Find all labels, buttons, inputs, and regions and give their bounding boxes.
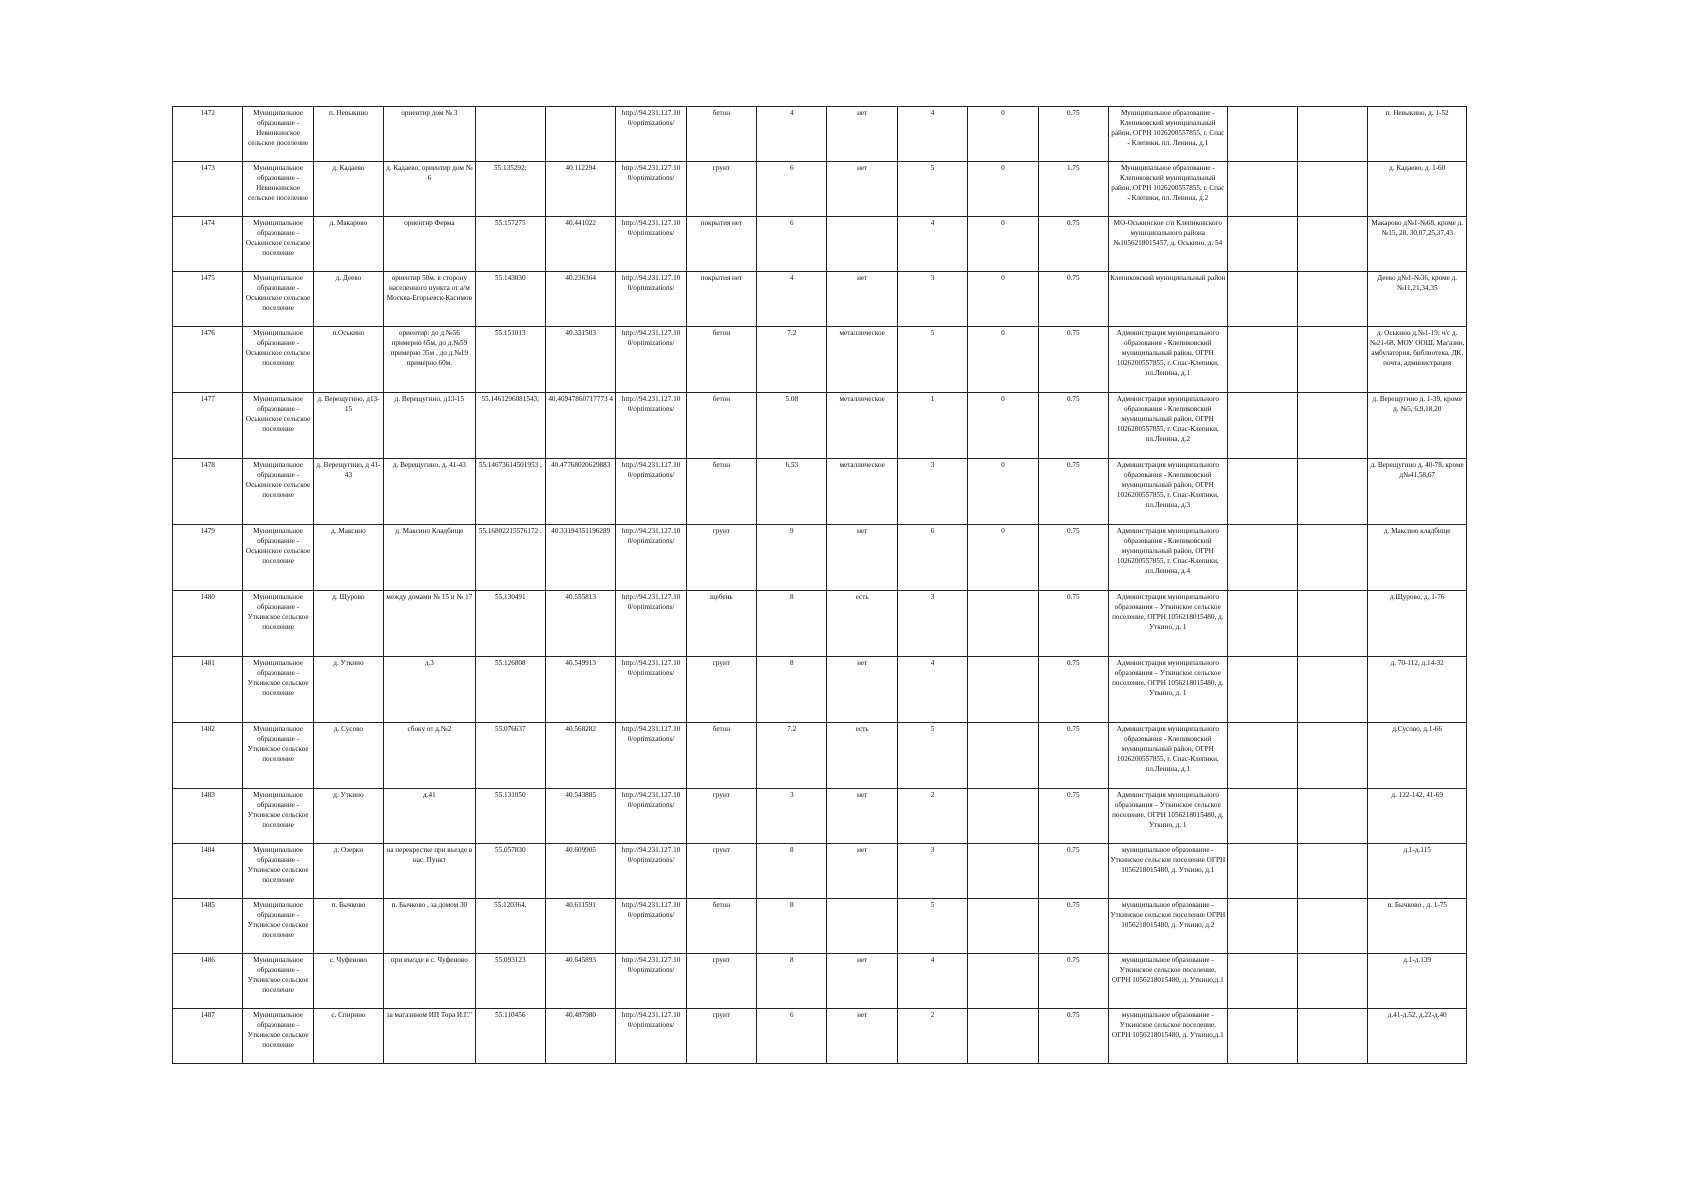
containers-cell: 2 [897, 1009, 967, 1064]
fence-cell: есть [827, 591, 897, 657]
area-cell: 3 [757, 789, 827, 844]
area-cell: 4 [757, 107, 827, 162]
latitude-cell: 55,130491 [475, 591, 545, 657]
owner-cell: Администрация муниципального образования - Клепиковский муниципальный район, ОГРН 1026200557855, г. Спас-Клепики, пл.Ленина, д.3 [1108, 459, 1227, 525]
containers-cell: 5 [897, 723, 967, 789]
empty-cell [1227, 789, 1297, 844]
longitude-cell: 40.549913 [545, 657, 615, 723]
table-row [173, 525, 1467, 591]
volume-cell: 0.75 [1038, 459, 1108, 525]
address-cell: сбоку от д.№2 [384, 723, 475, 789]
empty-cell [1298, 1009, 1368, 1064]
row-number-cell: 1480 [173, 591, 243, 657]
volume-cell: 0.75 [1038, 723, 1108, 789]
volume-cell: 0.75 [1038, 789, 1108, 844]
link-cell: http://94.231.127.10 0/optimizations/ [616, 107, 686, 162]
longitude-cell [545, 107, 615, 162]
empty-cell [1298, 844, 1368, 899]
row-number-cell: 1482 [173, 723, 243, 789]
row-number-cell: 1475 [173, 272, 243, 327]
longitude-cell: 40.568282 [545, 723, 615, 789]
empty-cell [1298, 327, 1368, 393]
bunkers-cell: 0 [968, 525, 1038, 591]
bunkers-cell: 0 [968, 272, 1038, 327]
address-cell: между домами № 15 и № 17 [384, 591, 475, 657]
bunkers-cell: 0 [968, 162, 1038, 217]
empty-cell [1298, 162, 1368, 217]
settlement-cell: д. Уткино [313, 657, 383, 723]
sources-cell: д. Оськино д.№1-19, ч/с д.№21-68, МОУ ООШ, Магазин, амбулатория, библиотека, ДК, почта, администрация [1368, 327, 1467, 393]
surface-cell: грунт [686, 162, 756, 217]
containers-cell: 3 [897, 591, 967, 657]
fence-cell: нет [827, 1009, 897, 1064]
municipality-cell: Муниципальное образование - Оськинское сельское поселение [243, 459, 313, 525]
latitude-cell: 55.076637 [475, 723, 545, 789]
table-row [173, 723, 1467, 789]
area-cell: 5.08 [757, 393, 827, 459]
address-cell: д. Максино Кладбище [384, 525, 475, 591]
municipality-cell: Муниципальное образование - Уткинское сельское поселение [243, 591, 313, 657]
settlement-cell: с. Чуфеново [313, 954, 383, 1009]
surface-cell: щебень [686, 591, 756, 657]
fence-cell: металлическое [827, 327, 897, 393]
sources-cell: Деево д№1-№36, кроме д.№11,21,34,35 [1368, 272, 1467, 327]
fence-cell: нет [827, 272, 897, 327]
row-number-cell: 1487 [173, 1009, 243, 1064]
link-cell: http://94.231.127.10 0/optimizations/ [616, 162, 686, 217]
volume-cell: 0.75 [1038, 844, 1108, 899]
bunkers-cell [968, 1009, 1038, 1064]
latitude-cell: 55.126808 [475, 657, 545, 723]
link-cell: http://94.231.127.10 0/optimizations/ [616, 591, 686, 657]
row-number-cell: 1474 [173, 217, 243, 272]
containers-cell: 1 [897, 393, 967, 459]
surface-cell: бетон [686, 459, 756, 525]
latitude-cell: 55.120364, [475, 899, 545, 954]
bunkers-cell [968, 954, 1038, 1009]
containers-cell: 3 [897, 844, 967, 899]
empty-cell [1227, 217, 1297, 272]
containers-cell: 6 [897, 525, 967, 591]
latitude-cell: 55.16802215576172 , [475, 525, 545, 591]
empty-cell [1298, 525, 1368, 591]
fence-cell: нет [827, 107, 897, 162]
registry-table [172, 106, 1467, 1064]
area-cell: 7.2 [757, 723, 827, 789]
link-cell: http://94.231.127.10 0/optimizations/ [616, 393, 686, 459]
municipality-cell: Муниципальное образование - Невинкинское сельское поселение [243, 162, 313, 217]
municipality-cell: Муниципальное образование - Уткинское сельское поселение [243, 899, 313, 954]
owner-cell: Администрация муниципального образования - Клепиковский муниципальный район, ОГРН 1026200557855, г. Спас-Клепики, пл.Ленина, д.1 [1108, 723, 1227, 789]
registry-page [172, 106, 1467, 1064]
table-row [173, 393, 1467, 459]
bunkers-cell [968, 789, 1038, 844]
containers-cell: 4 [897, 954, 967, 1009]
longitude-cell: 40.33194351196289 [545, 525, 615, 591]
municipality-cell: Муниципальное образование - Оськинское сельское поселение [243, 327, 313, 393]
settlement-cell: д. Кадаево [313, 162, 383, 217]
row-number-cell: 1478 [173, 459, 243, 525]
empty-cell [1298, 657, 1368, 723]
address-cell: д. Верещугино, д13-15 [384, 393, 475, 459]
fence-cell: нет [827, 844, 897, 899]
row-number-cell: 1481 [173, 657, 243, 723]
volume-cell: 0.75 [1038, 591, 1108, 657]
empty-cell [1298, 954, 1368, 1009]
settlement-cell: п. Бычково [313, 899, 383, 954]
row-number-cell: 1476 [173, 327, 243, 393]
latitude-cell: 55.151013 [475, 327, 545, 393]
area-cell: 9 [757, 525, 827, 591]
row-number-cell: 1483 [173, 789, 243, 844]
longitude-cell: 40.236364 [545, 272, 615, 327]
settlement-cell: д. Максино [313, 525, 383, 591]
table-row [173, 327, 1467, 393]
address-cell: ориентир 50м. в сторону населенного пункта от а/м Москва-Егорьевск-Касимов [384, 272, 475, 327]
owner-cell: Администрация муниципального образования - Клепиковский муниципальный район, ОГРН 1026200557855, г. Спас-Клепики, пл.Ленина, д.4 [1108, 525, 1227, 591]
bunkers-cell: 0 [968, 107, 1038, 162]
owner-cell: Муниципальное образование - Клепиковский муниципальный район, ОГРН 1026200557855, г. Спас - Клепики, пл. Ленина, д.2 [1108, 162, 1227, 217]
volume-cell: 0.75 [1038, 107, 1108, 162]
table-row [173, 789, 1467, 844]
empty-cell [1227, 393, 1297, 459]
table-row [173, 459, 1467, 525]
volume-cell: 0.75 [1038, 1009, 1108, 1064]
surface-cell: покрытия нет [686, 272, 756, 327]
link-cell: http://94.231.127.10 0/optimizations/ [616, 954, 686, 1009]
address-cell: д.41 [384, 789, 475, 844]
sources-cell: д. Кадаево, д. 1-60 [1368, 162, 1467, 217]
sources-cell: д.1-д.139 [1368, 954, 1467, 1009]
longitude-cell: 40.609905 [545, 844, 615, 899]
link-cell: http://94.231.127.10 0/optimizations/ [616, 844, 686, 899]
table-row [173, 844, 1467, 899]
empty-cell [1227, 899, 1297, 954]
area-cell: 8 [757, 657, 827, 723]
row-number-cell: 1485 [173, 899, 243, 954]
empty-cell [1227, 657, 1297, 723]
table-row [173, 954, 1467, 1009]
longitude-cell: 40.47768020629883 [545, 459, 615, 525]
area-cell: 8 [757, 591, 827, 657]
address-cell: ориентир: до д.№56 примерно 65м, до д.№59 примерно 35м , до д.№19 примерно 60м. [384, 327, 475, 393]
settlement-cell: д. Уткино [313, 789, 383, 844]
link-cell: http://94.231.127.10 0/optimizations/ [616, 272, 686, 327]
sources-cell: д. 122-142, 41-69 [1368, 789, 1467, 844]
municipality-cell: Муниципальное образование - Оськинское сельское поселение [243, 525, 313, 591]
surface-cell: бетон [686, 107, 756, 162]
municipality-cell: Муниципальное образование - Уткинское сельское поселение [243, 844, 313, 899]
address-cell: д. Кадаево, ориентир дом № 6 [384, 162, 475, 217]
volume-cell: 0.75 [1038, 954, 1108, 1009]
longitude-cell: 40.611591 [545, 899, 615, 954]
sources-cell: д. Верещугино д. 40-78, кроме д№41,58,67 [1368, 459, 1467, 525]
address-cell: на перекрестке при въезде в нас. Пункт [384, 844, 475, 899]
address-cell: ориентир дом № 3 [384, 107, 475, 162]
owner-cell: Администрация муниципального образования - Клепиковский муниципальный район, ОГРН 1026200557855, г. Спас-Клепики, пл.Ленина, д.1 [1108, 327, 1227, 393]
sources-cell: д.Щурово, д. 1-76 [1368, 591, 1467, 657]
latitude-cell [475, 107, 545, 162]
municipality-cell: Муниципальное образование - Уткинское сельское поселение [243, 723, 313, 789]
sources-cell: д.Сусово, д.1-66 [1368, 723, 1467, 789]
containers-cell: 4 [897, 657, 967, 723]
owner-cell: муниципальное образование - Уткинское сельское поселение, ОГРН 1056218015480, д. Уткино,д.1 [1108, 1009, 1227, 1064]
table-row [173, 162, 1467, 217]
address-cell: при въезде в с. Чуфеново [384, 954, 475, 1009]
surface-cell: грунт [686, 954, 756, 1009]
address-cell: ориентир Ферма [384, 217, 475, 272]
bunkers-cell [968, 723, 1038, 789]
containers-cell: 5 [897, 899, 967, 954]
containers-cell: 5 [897, 327, 967, 393]
volume-cell: 0.75 [1038, 657, 1108, 723]
address-cell: д.3 [384, 657, 475, 723]
longitude-cell: 40.331503 [545, 327, 615, 393]
link-cell: http://94.231.127.10 0/optimizations/ [616, 217, 686, 272]
link-cell: http://94.231.127.10 0/optimizations/ [616, 1009, 686, 1064]
sources-cell: д. Максино кладбище [1368, 525, 1467, 591]
fence-cell [827, 899, 897, 954]
settlement-cell: д. Щурово [313, 591, 383, 657]
municipality-cell: Муниципальное образование - Невинкинское сельское поселение [243, 107, 313, 162]
owner-cell: муниципальное образование - Уткинское сельское поселение ОГРН 1056218015480, д. Уткино, д.1 [1108, 844, 1227, 899]
empty-cell [1227, 591, 1297, 657]
surface-cell: покрытия нет [686, 217, 756, 272]
surface-cell: грунт [686, 657, 756, 723]
bunkers-cell: 0 [968, 217, 1038, 272]
owner-cell: муниципальное образование - Уткинское сельское поселение ОГРН 1056218015480, д. Уткино, д.2 [1108, 899, 1227, 954]
latitude-cell: 55.157275 [475, 217, 545, 272]
table-row [173, 591, 1467, 657]
empty-cell [1227, 525, 1297, 591]
volume-cell: 0.75 [1038, 327, 1108, 393]
settlement-cell: д. Сусово [313, 723, 383, 789]
latitude-cell: 55.093123 [475, 954, 545, 1009]
link-cell: http://94.231.127.10 0/optimizations/ [616, 657, 686, 723]
empty-cell [1298, 899, 1368, 954]
latitude-cell: 55.135292; [475, 162, 545, 217]
empty-cell [1298, 272, 1368, 327]
empty-cell [1227, 107, 1297, 162]
row-number-cell: 1473 [173, 162, 243, 217]
area-cell: 4 [757, 272, 827, 327]
empty-cell [1298, 789, 1368, 844]
bunkers-cell [968, 844, 1038, 899]
surface-cell: грунт [686, 844, 756, 899]
latitude-cell: 55.110456 [475, 1009, 545, 1064]
row-number-cell: 1486 [173, 954, 243, 1009]
sources-cell: д.1-д.115 [1368, 844, 1467, 899]
empty-cell [1298, 459, 1368, 525]
surface-cell: бетон [686, 899, 756, 954]
empty-cell [1227, 1009, 1297, 1064]
longitude-cell: 40.543885 [545, 789, 615, 844]
empty-cell [1298, 393, 1368, 459]
settlement-cell: д. Деево [313, 272, 383, 327]
settlement-cell: с. Спирино [313, 1009, 383, 1064]
area-cell: 7.2 [757, 327, 827, 393]
owner-cell: Администрация муниципального образования – Уткинское сельское поселение, ОГРН 1056218015480, д. Уткино, д. 1 [1108, 657, 1227, 723]
empty-cell [1298, 107, 1368, 162]
surface-cell: грунт [686, 525, 756, 591]
sources-cell: д. 70-112, д.14-32 [1368, 657, 1467, 723]
sources-cell: п. Невыкино, д. 1-52 [1368, 107, 1467, 162]
empty-cell [1227, 844, 1297, 899]
containers-cell: 2 [897, 789, 967, 844]
containers-cell: 4 [897, 107, 967, 162]
link-cell: http://94.231.127.10 0/optimizations/ [616, 899, 686, 954]
sources-cell: д.41-д.52, д.22-д.40 [1368, 1009, 1467, 1064]
owner-cell: Муниципальное образование - Клепиковский муниципальный район, ОГРН 1026200557855, г. Спас - Клепики, пл. Ленина, д.1 [1108, 107, 1227, 162]
empty-cell [1298, 217, 1368, 272]
area-cell: 6 [757, 162, 827, 217]
sources-cell: Макарово д№1-№68, кроме д.№15, 28, 30,07,25,37,43 [1368, 217, 1467, 272]
bunkers-cell: 0 [968, 393, 1038, 459]
bunkers-cell: 0 [968, 459, 1038, 525]
fence-cell: металлическое [827, 393, 897, 459]
longitude-cell: 40.645893 [545, 954, 615, 1009]
area-cell: 8 [757, 954, 827, 1009]
owner-cell: Администрация муниципального образования – Уткинское сельское поселение, ОГРН 1056218015480, д. Уткино, д. 1 [1108, 591, 1227, 657]
volume-cell: 0.75 [1038, 393, 1108, 459]
volume-cell: 0.75 [1038, 272, 1108, 327]
link-cell: http://94.231.127.10 0/optimizations/ [616, 459, 686, 525]
municipality-cell: Муниципальное образование - Оськинское сельское поселение [243, 217, 313, 272]
owner-cell: Администрация муниципального образования – Уткинское сельское поселение, ОГРН 1056218015480, д. Уткино, д. 1 [1108, 789, 1227, 844]
row-number-cell: 1484 [173, 844, 243, 899]
registry-body [173, 107, 1467, 1064]
longitude-cell: 40.441022 [545, 217, 615, 272]
empty-cell [1227, 723, 1297, 789]
longitude-cell: 40.487980 [545, 1009, 615, 1064]
link-cell: http://94.231.127.10 0/optimizations/ [616, 789, 686, 844]
containers-cell: 4 [897, 217, 967, 272]
fence-cell: металлическое [827, 459, 897, 525]
fence-cell: нет [827, 162, 897, 217]
address-cell: д. Верещугино, д. 41-43 [384, 459, 475, 525]
municipality-cell: Муниципальное образование - Уткинское сельское поселение [243, 657, 313, 723]
latitude-cell: 55.131050 [475, 789, 545, 844]
settlement-cell: д. Макарово [313, 217, 383, 272]
fence-cell [827, 217, 897, 272]
bunkers-cell [968, 899, 1038, 954]
link-cell: http://94.231.127.10 0/optimizations/ [616, 525, 686, 591]
latitude-cell: 55.14673614501953 , [475, 459, 545, 525]
volume-cell: 0.75 [1038, 525, 1108, 591]
settlement-cell: д. Озерки [313, 844, 383, 899]
table-row [173, 272, 1467, 327]
municipality-cell: Муниципальное образование - Оськинское сельское поселение [243, 272, 313, 327]
settlement-cell: д. Верещугино, д 41-43 [313, 459, 383, 525]
longitude-cell: 40.112294 [545, 162, 615, 217]
sources-cell: д. Верещугино д. 1-39, кроме д. №5, 6,9,18,20 [1368, 393, 1467, 459]
table-row [173, 107, 1467, 162]
latitude-cell: 55.143030 [475, 272, 545, 327]
settlement-cell: д. Верещугино, д13-15 [313, 393, 383, 459]
row-number-cell: 1472 [173, 107, 243, 162]
area-cell: 6 [757, 217, 827, 272]
row-number-cell: 1479 [173, 525, 243, 591]
area-cell: 6 [757, 1009, 827, 1064]
table-row [173, 217, 1467, 272]
surface-cell: грунт [686, 789, 756, 844]
municipality-cell: Муниципальное образование - Оськинское сельское поселение [243, 393, 313, 459]
table-row [173, 657, 1467, 723]
area-cell: 6.53 [757, 459, 827, 525]
empty-cell [1298, 591, 1368, 657]
fence-cell: нет [827, 954, 897, 1009]
fence-cell: нет [827, 789, 897, 844]
empty-cell [1227, 459, 1297, 525]
table-row [173, 1009, 1467, 1064]
municipality-cell: Муниципальное образование - Уткинское сельское поселение [243, 954, 313, 1009]
owner-cell: муниципальное образование - Уткинское сельское поселение, ОГРН 1056218015480, д. Уткино,д.1 [1108, 954, 1227, 1009]
volume-cell: 0.75 [1038, 217, 1108, 272]
sources-cell: п. Бычково , д. 1-75 [1368, 899, 1467, 954]
longitude-cell: 40.46947860717773 4 [545, 393, 615, 459]
surface-cell: грунт [686, 1009, 756, 1064]
longitude-cell: 40.555813 [545, 591, 615, 657]
latitude-cell: 55.057830 [475, 844, 545, 899]
area-cell: 8 [757, 844, 827, 899]
bunkers-cell [968, 591, 1038, 657]
link-cell: http://94.231.127.10 0/optimizations/ [616, 723, 686, 789]
municipality-cell: Муниципальное образование - Уткинское сельское поселение [243, 789, 313, 844]
surface-cell: бетон [686, 723, 756, 789]
surface-cell: бетон [686, 393, 756, 459]
empty-cell [1227, 954, 1297, 1009]
fence-cell: нет [827, 657, 897, 723]
bunkers-cell [968, 657, 1038, 723]
address-cell: за магазином ИП Тора И.Г." [384, 1009, 475, 1064]
table-row [173, 899, 1467, 954]
owner-cell: Администрация муниципального образования - Клепиковский муниципальный район, ОГРН 1026200557855, г. Спас-Клепики, пл.Ленина, д.2 [1108, 393, 1227, 459]
empty-cell [1298, 723, 1368, 789]
row-number-cell: 1477 [173, 393, 243, 459]
volume-cell: 1.75 [1038, 162, 1108, 217]
link-cell: http://94.231.127.10 0/optimizations/ [616, 327, 686, 393]
municipality-cell: Муниципальное образование - Уткинское сельское поселение [243, 1009, 313, 1064]
containers-cell: 5 [897, 162, 967, 217]
containers-cell: 3 [897, 272, 967, 327]
owner-cell: Клепиковский муниципальный район [1108, 272, 1227, 327]
volume-cell: 0.75 [1038, 899, 1108, 954]
empty-cell [1227, 327, 1297, 393]
owner-cell: МО-Оськинское с/п Клепиковского муниципального района №1056218015457, д. Оськино, д. 54 [1108, 217, 1227, 272]
address-cell: п. Бычково , за домом 30 [384, 899, 475, 954]
settlement-cell: п. Невыкино [313, 107, 383, 162]
surface-cell: бетон [686, 327, 756, 393]
containers-cell: 3 [897, 459, 967, 525]
fence-cell: нет [827, 525, 897, 591]
latitude-cell: 55.1461296081543; [475, 393, 545, 459]
empty-cell [1227, 272, 1297, 327]
empty-cell [1227, 162, 1297, 217]
fence-cell: есть [827, 723, 897, 789]
settlement-cell: п.Оськино [313, 327, 383, 393]
area-cell: 8 [757, 899, 827, 954]
bunkers-cell: 0 [968, 327, 1038, 393]
